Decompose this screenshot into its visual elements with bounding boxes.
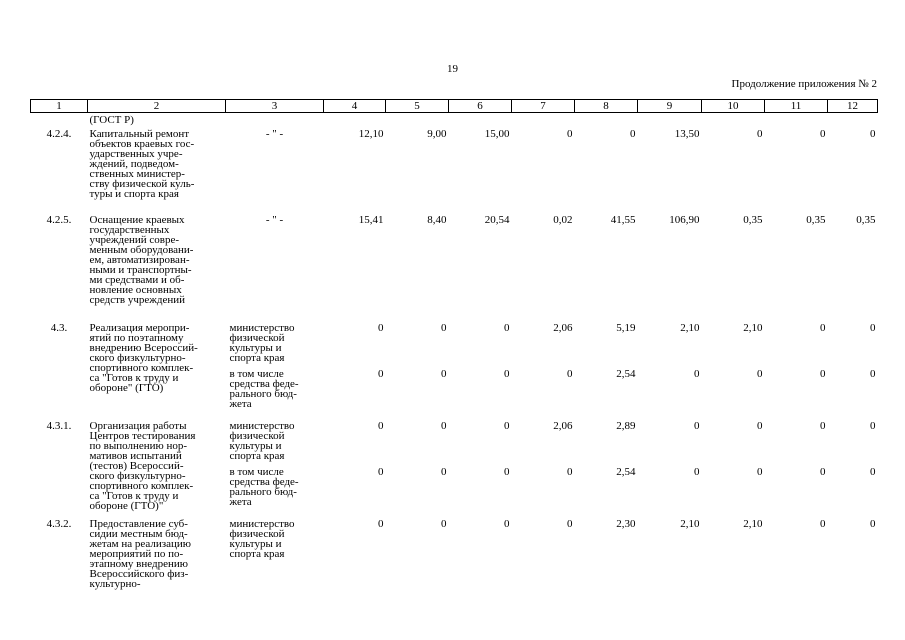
- column-header-9: 9: [638, 100, 702, 113]
- value-col-4: 12,10: [358, 127, 384, 140]
- value-col-9: 2,10: [680, 321, 700, 334]
- value-col-7: 0: [567, 127, 573, 140]
- value-col-4: [324, 113, 386, 127]
- value-col-12: 0: [870, 367, 876, 380]
- value-col-7: 0: [567, 517, 573, 530]
- table-row: [31, 213, 878, 321]
- value-col-10: 2,10: [743, 517, 763, 530]
- value-col-4: 0: [378, 517, 384, 530]
- column-header-8: 8: [575, 100, 638, 113]
- value-col-5: 0: [441, 419, 447, 432]
- column-header-6: 6: [449, 100, 512, 113]
- row-code: 4.3.1.: [46, 419, 72, 432]
- value-col-8: 41,55: [610, 213, 636, 226]
- value-col-12: [828, 113, 878, 127]
- value-col-12: 0: [870, 465, 876, 478]
- row-funding-source: - " -: [265, 127, 284, 140]
- value-col-7: 2,06: [553, 419, 573, 432]
- value-col-9: [638, 113, 702, 127]
- value-col-6: 0: [504, 419, 510, 432]
- value-col-11: 0: [820, 517, 826, 530]
- value-col-4: 0: [378, 465, 384, 478]
- value-col-9: 0: [694, 367, 700, 380]
- table-row: [31, 127, 878, 213]
- value-col-5: 0: [441, 465, 447, 478]
- funding-source-cell: [226, 419, 324, 465]
- value-col-5: 0: [441, 517, 447, 530]
- value-col-5: 8,40: [427, 213, 447, 226]
- value-col-6: 0: [504, 465, 510, 478]
- funding-source-cell: [226, 517, 324, 589]
- row-name-cell: [88, 127, 226, 213]
- value-col-7: 0: [567, 367, 573, 380]
- table-body: [31, 113, 878, 589]
- column-header-7: 7: [512, 100, 575, 113]
- row-name: Организация работы Центров тестирования по выполнению нор- мативов испытаний (тестов) Всероссий- ского физкультурно- спортивного комплек- са "Готов к труду и обороне (ГТО)": [89, 419, 196, 512]
- value-col-12: 0: [870, 321, 876, 334]
- row-code: 4.2.5.: [46, 213, 72, 226]
- value-col-11: 0: [820, 127, 826, 140]
- funding-source-cell: [226, 127, 324, 213]
- value-col-6: 0: [504, 321, 510, 334]
- value-col-5: [386, 113, 449, 127]
- page-number: 19: [447, 63, 458, 75]
- funding-source-cell: [226, 465, 324, 517]
- value-col-6: 0: [504, 517, 510, 530]
- table-row: [31, 113, 878, 127]
- budget-table: [30, 99, 878, 589]
- value-col-7: 0,02: [553, 213, 573, 226]
- column-header-5: 5: [386, 100, 449, 113]
- row-name: Реализация меропри- ятий по поэтапному внедрению Всероссий- ского физкультурно- спортивного комплек- са "Готов к труду и обороне" (ГТО): [89, 321, 198, 394]
- value-col-11: 0: [820, 419, 826, 432]
- value-col-6: [449, 113, 512, 127]
- value-col-9: 0: [694, 465, 700, 478]
- value-col-8: 2,89: [616, 419, 636, 432]
- row-funding-source: в том числе средства феде- рального бюд- жета: [229, 367, 299, 410]
- value-col-9: 13,50: [674, 127, 700, 140]
- value-col-9: 0: [694, 419, 700, 432]
- table-row: [31, 419, 878, 465]
- value-col-8: 2,30: [616, 517, 636, 530]
- row-code: 4.3.: [50, 321, 68, 334]
- row-funding-source: министерство физической культуры и спорта края: [229, 419, 295, 462]
- column-header-12: 12: [828, 100, 878, 113]
- column-header-4: 4: [324, 100, 386, 113]
- value-col-10: 0: [757, 367, 763, 380]
- value-col-9: 106,90: [669, 213, 700, 226]
- value-col-9: 2,10: [680, 517, 700, 530]
- value-col-12: 0,35: [856, 213, 876, 226]
- column-header-1: 1: [31, 100, 88, 113]
- value-col-5: 9,00: [427, 127, 447, 140]
- value-col-11: [765, 113, 828, 127]
- value-col-11: 0: [820, 465, 826, 478]
- appendix-continuation-label: Продолжение приложения № 2: [731, 78, 877, 90]
- value-col-12: 0: [870, 517, 876, 530]
- funding-source-cell: [226, 367, 324, 419]
- column-header-3: 3: [226, 100, 324, 113]
- value-col-5: 0: [441, 321, 447, 334]
- value-col-4: 0: [378, 367, 384, 380]
- row-name: Предоставление суб- сидии местным бюд- жетам на реализацию мероприятий по по- этапному внедрению Всероссийского физ- культурно-: [89, 517, 191, 590]
- value-col-7: [512, 113, 575, 127]
- column-header-2: 2: [88, 100, 226, 113]
- value-col-8: 2,54: [616, 465, 636, 478]
- row-name: Оснащение краевых государственных учреждений совре- менным оборудовани- ем, автоматизирован- ными и транспортны- ми средствами и об- новление основных средств учреждений: [89, 213, 194, 306]
- funding-source-cell: [226, 113, 324, 127]
- row-name-cell: [88, 321, 226, 419]
- value-col-8: 5,19: [616, 321, 636, 334]
- row-name: (ГОСТ Р): [89, 114, 134, 126]
- value-col-10: 2,10: [743, 321, 763, 334]
- value-col-10: 0: [757, 127, 763, 140]
- value-col-7: 2,06: [553, 321, 573, 334]
- value-col-8: 0: [630, 127, 636, 140]
- column-header-11: 11: [765, 100, 828, 113]
- table-row: [31, 517, 878, 589]
- value-col-7: 0: [567, 465, 573, 478]
- row-name-cell: [88, 113, 226, 127]
- row-funding-source: министерство физической культуры и спорта края: [229, 321, 295, 364]
- value-col-4: 15,41: [358, 213, 384, 226]
- row-code: [31, 113, 88, 127]
- funding-source-cell: [226, 321, 324, 367]
- value-col-12: 0: [870, 419, 876, 432]
- value-col-6: 15,00: [484, 127, 510, 140]
- value-col-10: 0: [757, 419, 763, 432]
- value-col-4: 0: [378, 321, 384, 334]
- value-col-12: 0: [870, 127, 876, 140]
- row-funding-source: в том числе средства феде- рального бюд- жета: [229, 465, 299, 508]
- value-col-11: 0: [820, 321, 826, 334]
- value-col-8: 2,54: [616, 367, 636, 380]
- row-code: 4.3.2.: [46, 517, 72, 530]
- row-funding-source: министерство физической культуры и спорта края: [229, 517, 295, 560]
- value-col-5: 0: [441, 367, 447, 380]
- value-col-11: 0: [820, 367, 826, 380]
- value-col-8: [575, 113, 638, 127]
- column-number-header-row: [31, 100, 878, 113]
- row-funding-source: - " -: [265, 213, 284, 226]
- value-col-10: [702, 113, 765, 127]
- value-col-11: 0,35: [806, 213, 826, 226]
- column-header-10: 10: [702, 100, 765, 113]
- value-col-4: 0: [378, 419, 384, 432]
- row-name-cell: [88, 213, 226, 321]
- value-col-6: 20,54: [484, 213, 510, 226]
- table-row: [31, 321, 878, 367]
- row-name-cell: [88, 517, 226, 589]
- value-col-10: 0,35: [743, 213, 763, 226]
- row-name: Капитальный ремонт объектов краевых гос- ударственных учре- ждений, подведом- ственных министер- ству физической куль- туры и спорта края: [89, 127, 195, 200]
- funding-source-cell: [226, 213, 324, 321]
- value-col-6: 0: [504, 367, 510, 380]
- row-name-cell: [88, 419, 226, 517]
- row-code: 4.2.4.: [46, 127, 72, 140]
- value-col-10: 0: [757, 465, 763, 478]
